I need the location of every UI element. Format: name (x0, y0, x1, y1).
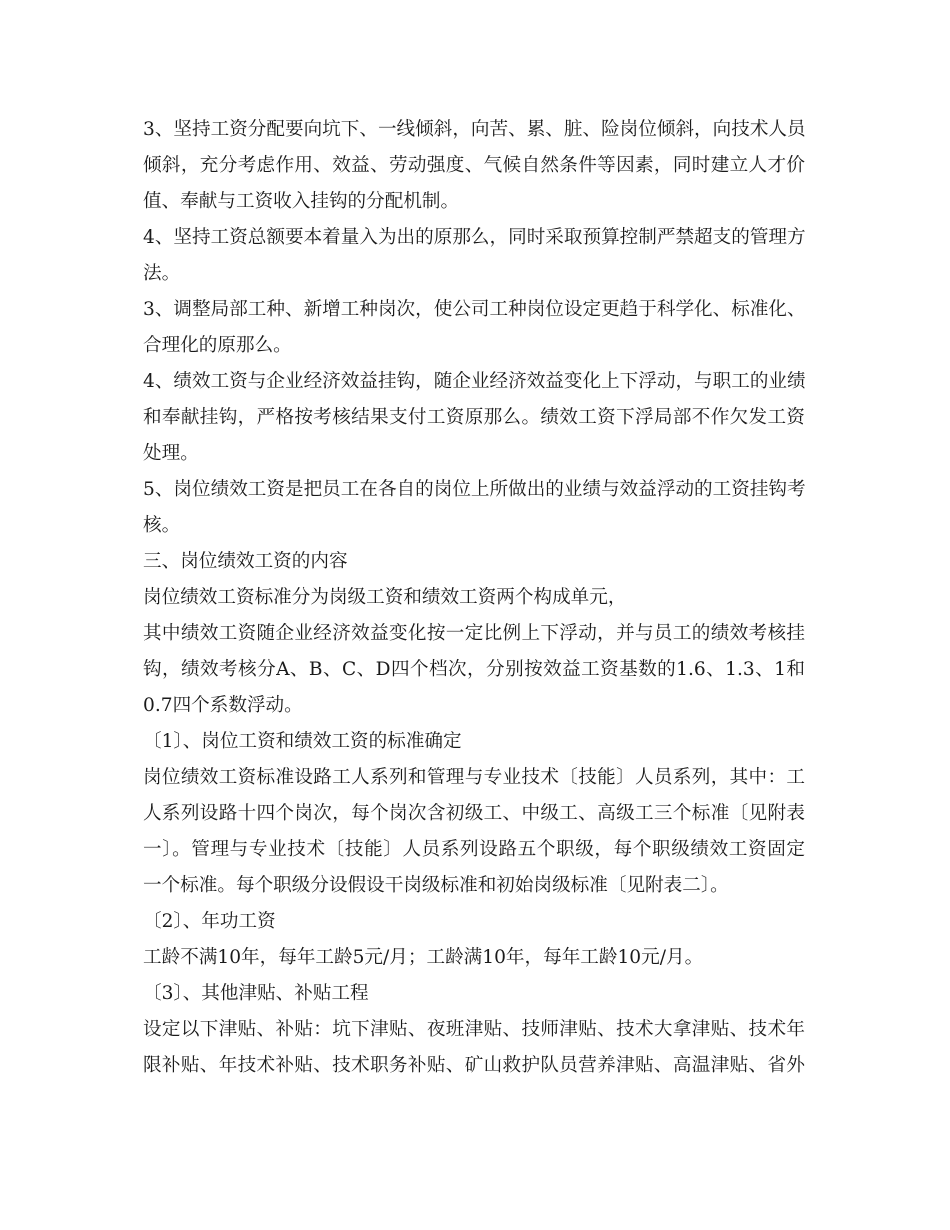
text-line: 〔1〕、岗位工资和绩效工资的标准确定 (143, 731, 462, 752)
paragraph (143, 112, 805, 220)
text-line: 核。 (143, 515, 181, 536)
paragraph (143, 1012, 805, 1084)
paragraph (143, 616, 805, 724)
text-line: 〔3〕、其他津贴、补贴工程 (143, 983, 369, 1004)
paragraph (143, 472, 805, 544)
text-line: 人系列设路十四个岗次，每个岗次含初级工、中级工、高级工三个标准〔见附表 (143, 803, 805, 824)
text-line: 值、奉献与工资收入挂钩的分配机制。 (143, 191, 460, 212)
text-line: 5、岗位绩效工资是把员工在各自的岗位上所做出的业绩与效益浮动的工资挂钩考 (143, 479, 806, 500)
text-line: 限补贴、年技术补贴、技术职务补贴、矿山救护队员营养津贴、高温津贴、省外 (143, 1055, 805, 1076)
text-line: 4、绩效工资与企业经济效益挂钩，随企业经济效益变化上下浮动，与职工的业绩 (143, 371, 806, 392)
paragraph (143, 940, 805, 976)
paragraph (143, 724, 805, 760)
text-line: 3、坚持工资分配要向坑下、一线倾斜，向苦、累、脏、险岗位倾斜，向技术人员 (143, 119, 806, 140)
paragraph (143, 364, 805, 472)
paragraph (143, 760, 805, 904)
text-line: 一个标准。每个职级分设假设干岗级标准和初始岗级标准〔见附表二〕。 (143, 875, 729, 896)
paragraph (143, 976, 805, 1012)
text-line: 一〕。管理与专业技术〔技能〕人员系列设路五个职级，每个职级绩效工资固定 (143, 839, 805, 860)
paragraph (143, 544, 805, 580)
document-page (143, 112, 805, 1084)
text-line: 倾斜，充分考虑作用、效益、劳动强度、气候自然条件等因素，同时建立人才价 (143, 155, 805, 176)
text-line: 岗位绩效工资标准设路工人系列和管理与专业技术〔技能〕人员系列，其中：工 (143, 767, 805, 788)
paragraph (143, 292, 805, 364)
paragraph (143, 220, 805, 292)
paragraph (143, 904, 805, 940)
text-line: 设定以下津贴、补贴：坑下津贴、夜班津贴、技师津贴、技术大拿津贴、技术年 (143, 1019, 805, 1040)
text-line: 4、坚持工资总额要本着量入为出的原那么，同时采取预算控制严禁超支的管理方 (143, 227, 806, 248)
text-line: 法。 (143, 263, 181, 284)
text-line: 处理。 (143, 443, 199, 464)
text-line: 和奉献挂钩，严格按考核结果支付工资原那么。绩效工资下浮局部不作欠发工资 (143, 407, 805, 428)
text-line: 合理化的原那么。 (143, 335, 292, 356)
paragraph (143, 580, 805, 616)
text-line: 0.7四个系数浮动。 (143, 695, 303, 716)
text-line: 〔2〕、年功工资 (143, 911, 276, 932)
text-line: 三、岗位绩效工资的内容 (143, 551, 348, 572)
text-line: 钩，绩效考核分A、B、C、D四个档次，分别按效益工资基数的1.6、1.3、1和 (143, 659, 805, 680)
text-line: 工龄不满10年，每年工龄5元/月；工龄满10年，每年工龄10元/月。 (143, 947, 704, 968)
text-line: 其中绩效工资随企业经济效益变化按一定比例上下浮动，并与员工的绩效考核挂 (143, 623, 805, 644)
text-line: 岗位绩效工资标准分为岗级工资和绩效工资两个构成单元， (143, 587, 627, 608)
text-line: 3、调整局部工种、新增工种岗次，使公司工种岗位设定更趋于科学化、标准化、 (143, 299, 806, 320)
